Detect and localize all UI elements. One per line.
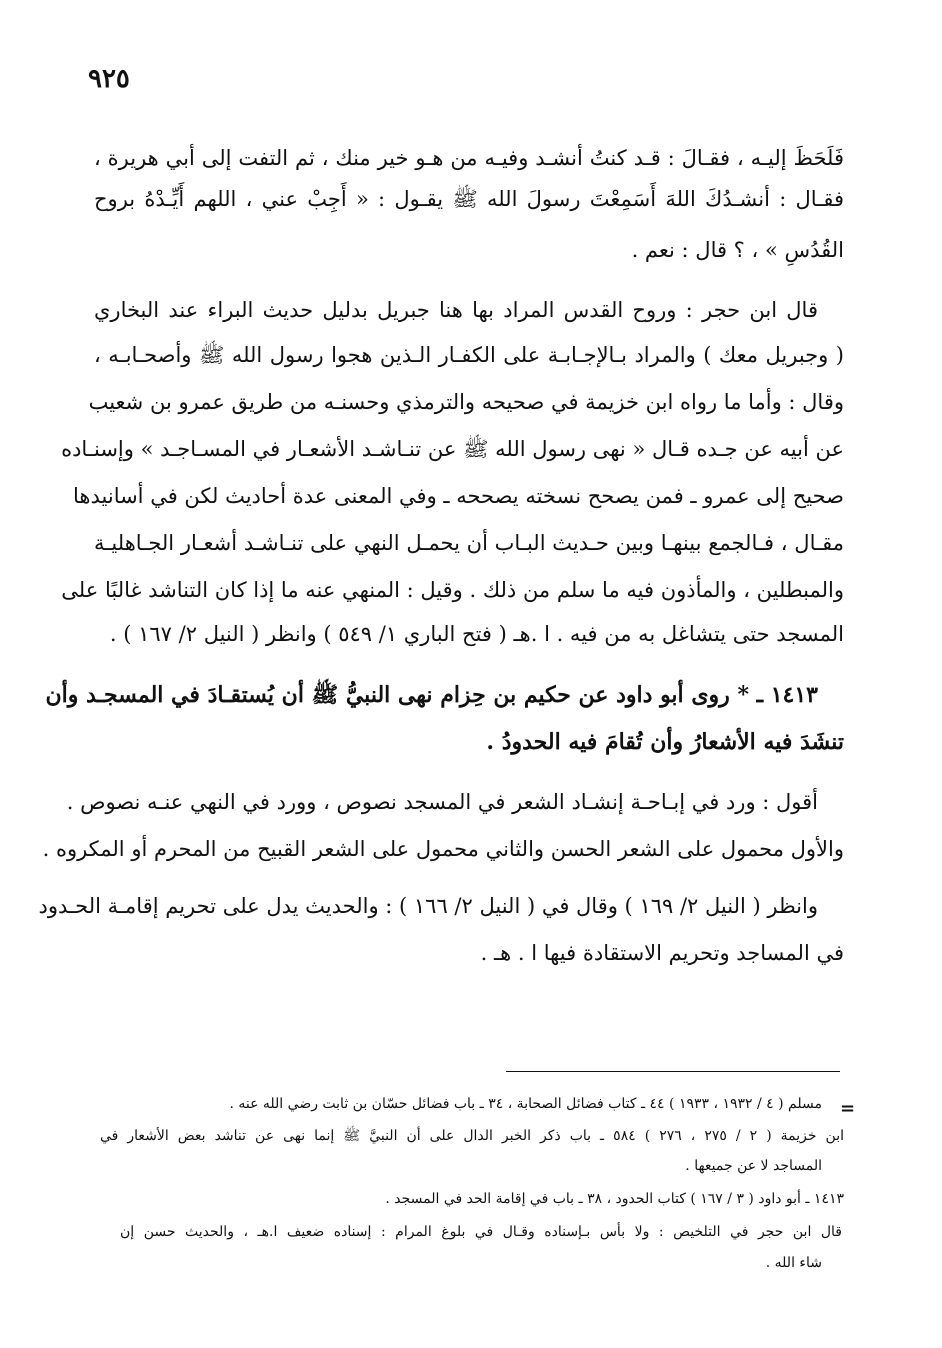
text-line: أقول : ورد في إبـاحـة إنشـاد الشعر في المسجد نصوص ، وورد في النهي عنـه نصوص . xyxy=(66,790,818,814)
hadith-line: تنشَدَ فيه الأشعارُ وأن تُقامَ فيه الحدودُ . xyxy=(486,729,844,755)
footnote-separator xyxy=(506,1071,840,1072)
footnote-line: ابن خزيمة ( ٢ / ٢٧٥ ، ٢٧٦ ) ٥٨٤ ـ باب ذكر الخبر الدال على أن النبيَّ ﷺ إنما نهى عن تناشد بعض الأشعار في xyxy=(100,1128,845,1144)
text-line: المسجد حتى يتشاغل به من فيه . ا .هـ ( فتح الباري ١/ ٥٤٩ ) وانظر ( النيل ٢/ ١٦٧ ) . xyxy=(109,622,844,646)
text-line: وقال : وأما ما رواه ابن خزيمة في صحيحه والترمذي وحسنـه من طريق عمرو بن شعيب xyxy=(88,390,844,414)
footnote-continuation-marker: = xyxy=(840,1098,856,1119)
footnote-line: شاء الله . xyxy=(765,1255,822,1271)
text-line: في المساجد وتحريم الاستقادة فيها ا . هـ . xyxy=(480,941,844,965)
text-line: عن أبيه عن جـده قـال « نهى رسول الله ﷺ عن تنـاشـد الأشعـار في المسـاجـد » وإسنـاده xyxy=(61,437,844,461)
text-line: والأول محمول على الشعر الحسن والثاني محمول على الشعر القبيح من المحرم أو المكروه . xyxy=(42,837,844,861)
page-number: ٩٢٥ xyxy=(88,64,130,94)
text-line: قال ابن حجر : وروح القدس المراد بها هنا جبريل بدليل حديث البراء عند البخاري xyxy=(94,298,818,322)
footnote-line: ١٤١٣ ـ أبو داود ( ٣ / ١٦٧ ) كتاب الحدود ، ٣٨ ـ باب في إقامة الحد في المسجد . xyxy=(385,1191,844,1207)
text-line: وانظر ( النيل ٢/ ١٦٩ ) وقال في ( النيل ٢/ ١٦٦ ) : والحديث يدل على تحريم إقامـة الحـدود xyxy=(38,894,818,918)
text-line: ( وجبريل معك ) والمراد بـالإجـابـة على الكفـار الـذين هجوا رسول الله ﷺ وأصحـابـه ، xyxy=(94,343,844,367)
text-line: فقـال : أنشـدُكَ اللهَ أَسَمِعْتَ رسولَ الله ﷺ يقـول : « أَجِبْ عني ، اللهم أَيِّـدْهُ بروح xyxy=(94,187,844,211)
hadith-line: ١٤١٣ ـ * روى أبو داود عن حكيم بن حِزام نهى النبيُّ ﷺ أن يُستقـادَ في المسجـد وأن xyxy=(45,682,818,708)
footnote-line: المساجد لا عن جميعها . xyxy=(685,1158,822,1174)
text-line: فَلَحَظَ إليـه ، فقـالَ : قـد كنتُ أنشـد وفيـه من هـو خير منك ، ثم التفت إلى أبي هريرة ، xyxy=(94,146,844,170)
text-line: مقـال ، فـالجمع بينهـا وبين حـديث البـاب أن يحمـل النهي على تنـاشـد أشعـار الجـاهليـة xyxy=(94,531,844,555)
text-line: القُدُسِ » ، ؟ قال : نعم . xyxy=(631,238,844,262)
footnote-line: مسلم ( ٤ / ١٩٣٢ ، ١٩٣٣ ) ٤٤ ـ كتاب فضائل الصحابة ، ٣٤ ـ باب فضائل حسّان بن ثابت رضي الله عنه . xyxy=(229,1096,822,1112)
text-line: صحيح إلى عمرو ـ فمن يصحح نسخته يصححه ـ وفي المعنى عدة أحاديث لكن في أسانيدها xyxy=(73,484,844,508)
footnote-line: قال ابن حجر في التلخيص : ولا بأس بـإسناده وقـال في بلوغ المرام : إسناده ضعيف ا.هـ ، والحديث حسن إن xyxy=(120,1224,842,1240)
text-line: والمبطلين ، والمأذون فيه ما سلم من ذلك . وقيل : المنهي عنه ما إذا كان التناشد غالبًا على xyxy=(61,578,844,602)
